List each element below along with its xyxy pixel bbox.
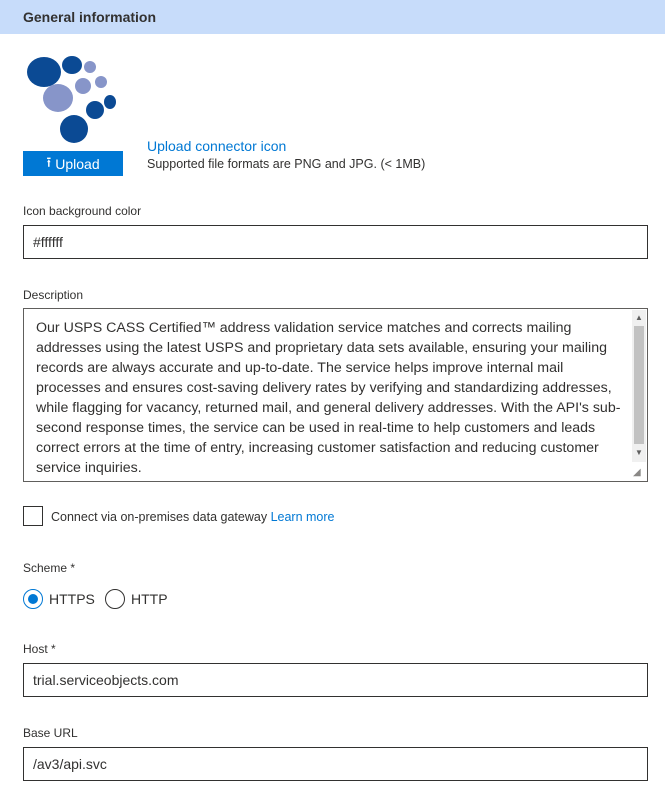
radio-https-label[interactable]: HTTPS	[49, 591, 95, 607]
description-scrollbar[interactable]	[632, 310, 646, 462]
section-title: General information	[23, 9, 157, 25]
upload-arrow-icon: ⭱	[46, 153, 52, 170]
host-input[interactable]: trial.serviceobjects.com	[23, 663, 648, 697]
scheme-label: Scheme *	[23, 561, 76, 575]
learn-more-link[interactable]: Learn more	[270, 510, 335, 524]
icon-bg-color-label: Icon background color	[23, 204, 142, 218]
connector-logo	[23, 50, 123, 150]
gateway-label-text: Connect via on-premises data gateway	[51, 510, 268, 524]
description-label: Description	[23, 288, 84, 302]
scroll-up-icon[interactable]: ▲	[635, 313, 643, 322]
gateway-label	[51, 510, 335, 524]
scrollbar-thumb[interactable]	[634, 326, 644, 444]
host-label: Host *	[23, 642, 56, 656]
radio-http-label[interactable]: HTTP	[131, 591, 168, 607]
resize-grip-icon[interactable]: ◢	[633, 467, 641, 478]
description-text: Our USPS CASS Certified™ address validation service matches and corrects mailing addresses using the latest USPS and proprietary data sets available, ensuring your mailing records are always accurate and up-to-date. The service helps improve internal mail processes and ensures cost-saving delivery rates by verifying and standardizing addresses, while flagging for vacancy, returned mail, and general delivery addresses. With the API's sub-second response times, the service can be used in real-time to help customers and leads correct errors at the time of entry, increasing customer satisfaction and reducing customer service inquiries.	[36, 320, 621, 476]
upload-button-label: Upload	[55, 155, 100, 172]
section-header	[0, 0, 665, 34]
icon-bg-color-input[interactable]: #ffffff	[23, 225, 648, 259]
upload-connector-icon-link[interactable]: Upload connector icon	[147, 138, 287, 154]
base-url-input[interactable]: /av3/api.svc	[23, 747, 648, 781]
radio-http[interactable]	[105, 589, 125, 609]
formats-note: Supported file formats are PNG and JPG. (< 1MB)	[147, 157, 426, 171]
base-url-label: Base URL	[23, 726, 78, 740]
description-textarea[interactable]	[23, 308, 648, 482]
gateway-checkbox[interactable]	[23, 506, 43, 526]
radio-https[interactable]	[23, 589, 43, 609]
scroll-down-icon[interactable]: ▼	[635, 448, 643, 457]
upload-button[interactable]	[23, 151, 123, 176]
